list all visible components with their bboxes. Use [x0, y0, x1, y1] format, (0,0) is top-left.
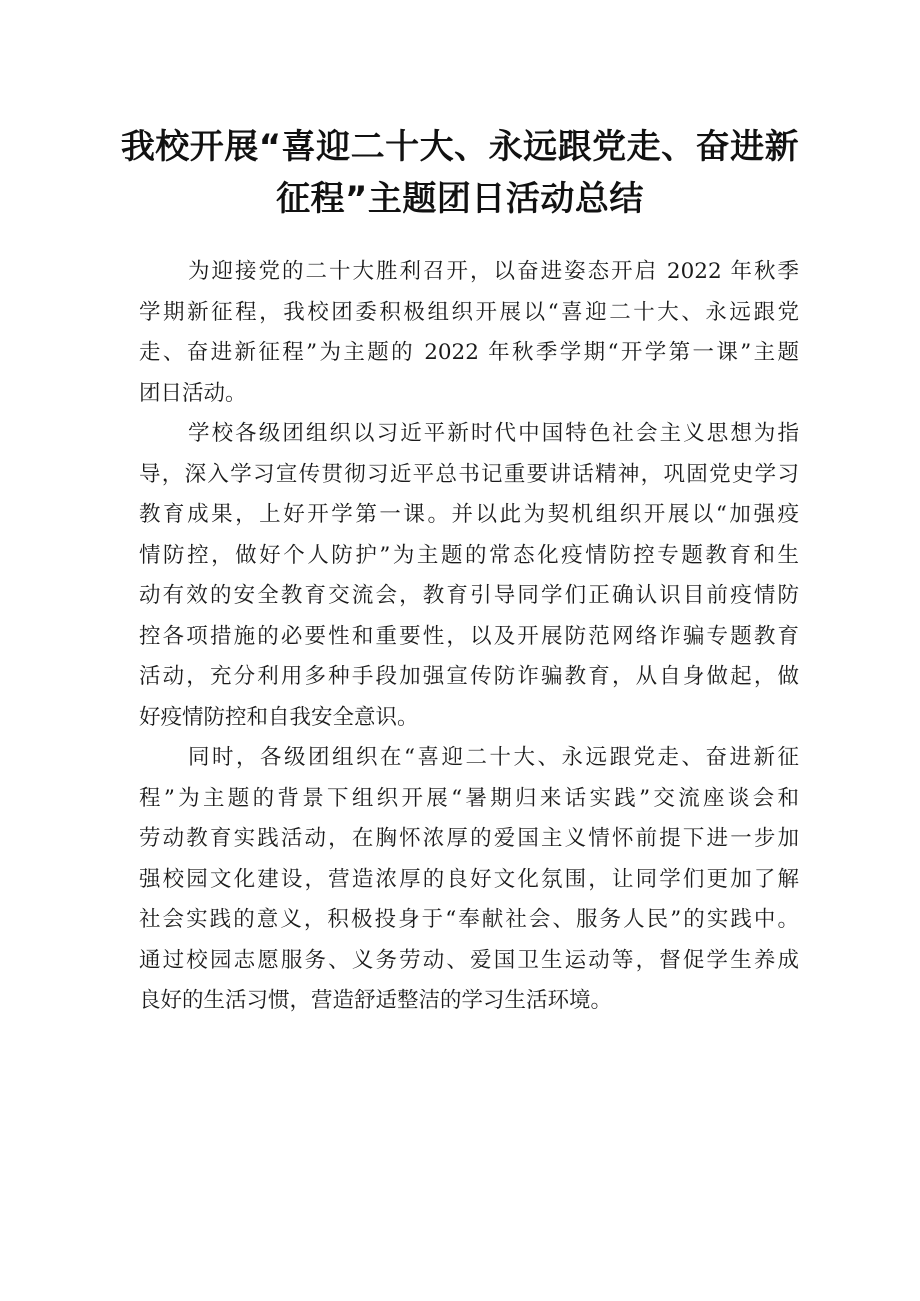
- paragraph-line: 导，深入学习宣传贯彻习近平总书记重要讲话精神，巩固党史学习: [139, 461, 799, 487]
- paragraph-line: 走、奋进新征程”为主题的 2022 年秋季学期“开学第一课”主题: [139, 340, 799, 365]
- paragraph-line: 学校各级团组织以习近平新时代中国特色社会主义思想为指: [188, 421, 799, 446]
- paragraph-line: 团日活动。: [139, 380, 247, 406]
- paragraph-line: 教育成果，上好开学第一课。并以此为契机组织开展以“加强疫: [139, 502, 799, 527]
- paragraph-line: 强校园文化建设，营造浓厚的良好文化氛围，让同学们更加了解: [139, 866, 799, 892]
- paragraph-3: [139, 738, 799, 1022]
- paragraph-line: 好疫情防控和自我安全意识。: [139, 704, 419, 730]
- document-title: [100, 121, 820, 225]
- paragraph-line: 同时，各级团组织在“喜迎二十大、永远跟党走、奋进新征: [188, 745, 799, 770]
- title-line: 我校开展“喜迎二十大、永远跟党走、奋进新: [120, 127, 800, 167]
- paragraph-1: [139, 252, 799, 414]
- paragraph-line: 动有效的安全教育交流会，教育引导同学们正确认识目前疫情防: [139, 583, 799, 608]
- paragraph-line: 为迎接党的二十大胜利召开，以奋进姿态开启 2022 年秋季: [188, 259, 799, 284]
- paragraph-line: 社会实践的意义，积极投身于“奉献社会、服务人民”的实践中。: [139, 907, 799, 932]
- paragraph-line: 通过校园志愿服务、义务劳动、爱国卫生运动等，督促学生养成: [139, 947, 799, 973]
- paragraph-line: 劳动教育实践活动，在胸怀浓厚的爱国主义情怀前提下进一步加: [139, 826, 799, 851]
- paragraph-line: 活动，充分利用多种手段加强宣传防诈骗教育，从自身做起，做: [139, 664, 799, 689]
- document-body: [139, 252, 799, 1022]
- paragraph-line: 程”为主题的背景下组织开展“暑期归来话实践”交流座谈会和: [139, 785, 799, 811]
- paragraph-line: 学期新征程，我校团委积极组织开展以“喜迎二十大、永远跟党: [139, 299, 799, 325]
- paragraph-2: [139, 414, 799, 738]
- paragraph-line: 控各项措施的必要性和重要性，以及开展防范网络诈骗专题教育: [139, 623, 799, 649]
- paragraph-line: 良好的生活习惯，营造舒适整洁的学习生活环境。: [139, 988, 613, 1013]
- paragraph-line: 情防控，做好个人防护”为主题的常态化疫情防控专题教育和生: [139, 542, 799, 568]
- title-line: 征程”主题团日活动总结: [276, 179, 644, 219]
